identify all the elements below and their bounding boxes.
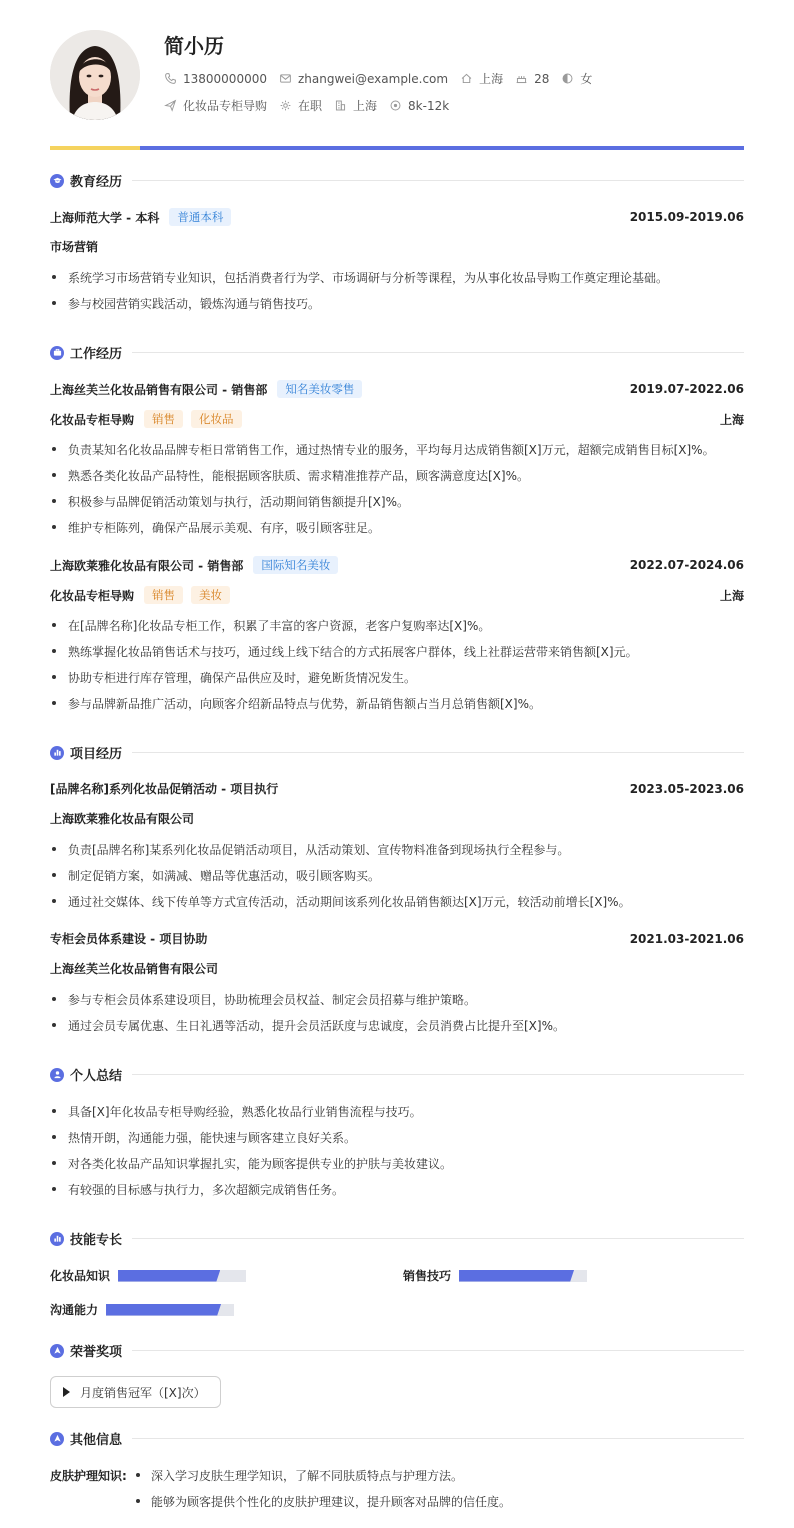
avatar	[50, 30, 140, 120]
section-line	[132, 1350, 744, 1351]
company-name: 上海丝芙兰化妆品销售有限公司 - 销售部	[50, 382, 268, 397]
section-title: 技能专长	[70, 1233, 123, 1248]
email-text: zhangwei@example.com	[297, 71, 449, 86]
project-org-row	[50, 810, 744, 827]
job-entry-header	[50, 556, 744, 574]
skill-name: 销售技巧	[403, 1269, 452, 1283]
skill-bar	[106, 1304, 234, 1316]
school-tag: 普通本科	[169, 208, 231, 226]
job-city: 上海	[719, 588, 744, 603]
role-tag: 销售	[144, 586, 183, 604]
info-icon	[50, 1432, 64, 1446]
age-item	[515, 72, 549, 86]
project-entry-header	[50, 780, 744, 797]
briefcase-icon	[50, 346, 64, 360]
user-icon	[50, 1068, 64, 1082]
section-title: 教育经历	[70, 175, 123, 190]
skill-bar-fill	[459, 1270, 574, 1282]
age-text: 28	[534, 71, 550, 86]
job-role: 化妆品专柜导购	[50, 412, 135, 427]
status-text: 在职	[298, 99, 323, 113]
award-item[interactable]	[50, 1376, 221, 1408]
section-title: 工作经历	[70, 347, 123, 362]
section-education	[50, 171, 744, 190]
city-text: 上海	[479, 72, 504, 86]
section-title: 荣誉奖项	[70, 1345, 123, 1360]
salary-item	[389, 99, 449, 113]
skill-bar	[459, 1270, 587, 1282]
job-role-row	[50, 586, 744, 604]
section-line	[132, 180, 744, 181]
other-label: 皮肤护理知识:	[50, 1469, 127, 1483]
project-name: 专柜会员体系建设 - 项目协助	[50, 932, 208, 946]
candidate-name: 简小历	[164, 34, 224, 58]
gender-icon	[561, 72, 574, 85]
building-icon	[334, 99, 347, 112]
major-name: 市场营销	[50, 240, 99, 254]
play-icon	[63, 1387, 70, 1397]
send-icon	[164, 99, 177, 112]
graduation-cap-icon	[50, 174, 64, 188]
company-tag: 国际知名美妆	[253, 556, 338, 574]
job-date: 2022.07-2024.06	[629, 558, 744, 572]
skill-item	[50, 1267, 246, 1284]
education-date: 2015.09-2019.06	[629, 210, 744, 224]
project-date: 2021.03-2021.06	[629, 931, 744, 946]
job-role-row	[50, 410, 744, 428]
phone-icon	[164, 72, 177, 85]
skill-bar-fill	[118, 1270, 220, 1282]
gear-icon	[279, 99, 292, 112]
education-major-row	[50, 238, 744, 255]
job-item	[164, 97, 267, 114]
skill-bar-fill	[106, 1304, 221, 1316]
role-tag: 销售	[144, 410, 183, 428]
header-divider-accent	[50, 146, 140, 150]
section-line	[132, 752, 744, 753]
home-icon	[460, 72, 473, 85]
section-awards	[50, 1341, 744, 1360]
skill-bar	[118, 1270, 246, 1282]
education-entry-header	[50, 208, 744, 226]
award-text: 月度销售冠军（[X]次）	[80, 1385, 206, 1400]
section-line	[132, 1238, 744, 1239]
skill-name: 化妆品知识	[50, 1269, 111, 1283]
header-divider	[50, 146, 744, 150]
section-other	[50, 1429, 744, 1448]
job-entry-header	[50, 380, 744, 398]
role-tag: 化妆品	[191, 410, 242, 428]
section-line	[132, 1438, 744, 1439]
skill-item	[403, 1267, 587, 1284]
gender-text: 女	[580, 72, 593, 86]
section-projects	[50, 743, 744, 762]
bar-chart-icon	[50, 1232, 64, 1246]
status-item	[279, 97, 322, 114]
school-name: 上海师范大学 - 本科	[50, 210, 160, 225]
job-row	[164, 97, 461, 114]
section-work	[50, 343, 744, 362]
job-text: 化妆品专柜导购	[183, 99, 268, 113]
bar-chart-icon	[50, 746, 64, 760]
project-org-row	[50, 960, 744, 977]
project-entry-header	[50, 930, 744, 947]
project-date: 2023.05-2023.06	[629, 781, 744, 796]
role-tag: 美妆	[191, 586, 230, 604]
section-summary	[50, 1065, 744, 1084]
section-title: 其他信息	[70, 1433, 123, 1448]
city-item	[460, 70, 503, 87]
job-role: 化妆品专柜导购	[50, 588, 135, 603]
cake-icon	[515, 72, 528, 85]
job-date: 2019.07-2022.06	[629, 382, 744, 396]
project-name: [品牌名称]系列化妆品促销活动 - 项目执行	[50, 782, 279, 796]
mail-icon	[279, 72, 292, 85]
phone-item	[164, 72, 267, 86]
email-item	[279, 72, 448, 86]
section-skills	[50, 1229, 744, 1248]
location-text: 上海	[353, 99, 378, 113]
section-line	[132, 1074, 744, 1075]
salary-text: 8k-12k	[408, 98, 450, 113]
skill-name: 沟通能力	[50, 1303, 99, 1317]
company-name: 上海欧莱雅化妆品有限公司 - 销售部	[50, 558, 244, 573]
project-org: 上海丝芙兰化妆品销售有限公司	[50, 962, 219, 976]
section-title: 个人总结	[70, 1069, 123, 1084]
gender-item	[561, 70, 592, 87]
skill-item	[50, 1301, 234, 1318]
job-city: 上海	[719, 412, 744, 427]
phone-text: 13800000000	[183, 71, 267, 86]
contact-row	[164, 70, 604, 87]
company-tag: 知名美妆零售	[277, 380, 362, 398]
section-title: 项目经历	[70, 747, 123, 762]
coin-icon	[389, 99, 402, 112]
section-line	[132, 352, 744, 353]
project-org: 上海欧莱雅化妆品有限公司	[50, 812, 195, 826]
location-item	[334, 97, 377, 114]
award-icon	[50, 1344, 64, 1358]
